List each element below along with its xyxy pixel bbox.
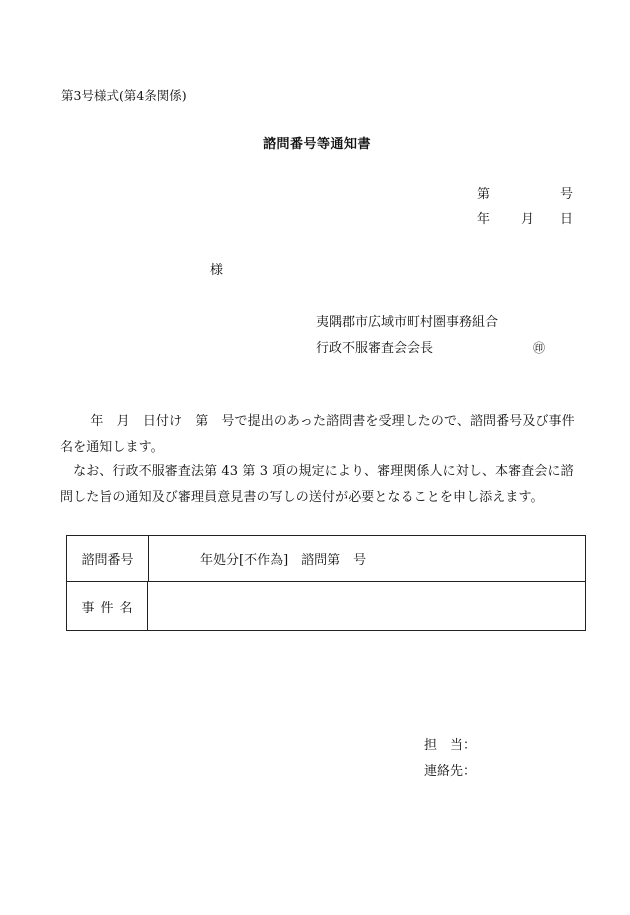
table-row	[67, 582, 585, 630]
document-number-line	[477, 188, 573, 201]
sender-organization: 夷隅郡市広域市町村圏事務組合	[316, 315, 499, 330]
number-prefix: 第	[477, 187, 491, 202]
inquiry-info-table	[66, 535, 586, 631]
sender-title: 行政不服審査会会長	[316, 341, 434, 356]
date-day: 日	[559, 212, 573, 227]
seal-mark: ㊞	[533, 341, 546, 355]
body-paragraph-2: なお、行政不服審査法第 43 第 3 項の規定により、審理関係人に対し、本審査会に諮問した旨の通知及び審理員意見書の写しの送付が必要となることを申し添えます。	[60, 464, 574, 505]
date-year: 年	[477, 212, 491, 227]
addressee-honorific: 様	[210, 263, 224, 278]
form-id-label: 第3号様式(第4条関係)	[61, 88, 187, 103]
number-suffix: 号	[559, 187, 573, 202]
table-row	[67, 536, 585, 582]
body-paragraph-1: 年 月 日付け 第 号で提出のあった諮問書を受理したので、諮問番号及び事件名を通知します。	[60, 414, 575, 455]
contact-person-label: 担 当：	[424, 738, 477, 753]
inquiry-number-value: 年処分[不作為] 諮問第 号	[200, 553, 367, 568]
contact-info-label: 連絡先：	[424, 764, 477, 779]
case-name-label: 事件名	[67, 582, 148, 630]
inquiry-number-label: 諮問番号	[67, 536, 149, 581]
document-title: 諮問番号等通知書	[263, 137, 372, 152]
date-month: 月	[521, 212, 535, 227]
case-name-value	[148, 582, 585, 630]
